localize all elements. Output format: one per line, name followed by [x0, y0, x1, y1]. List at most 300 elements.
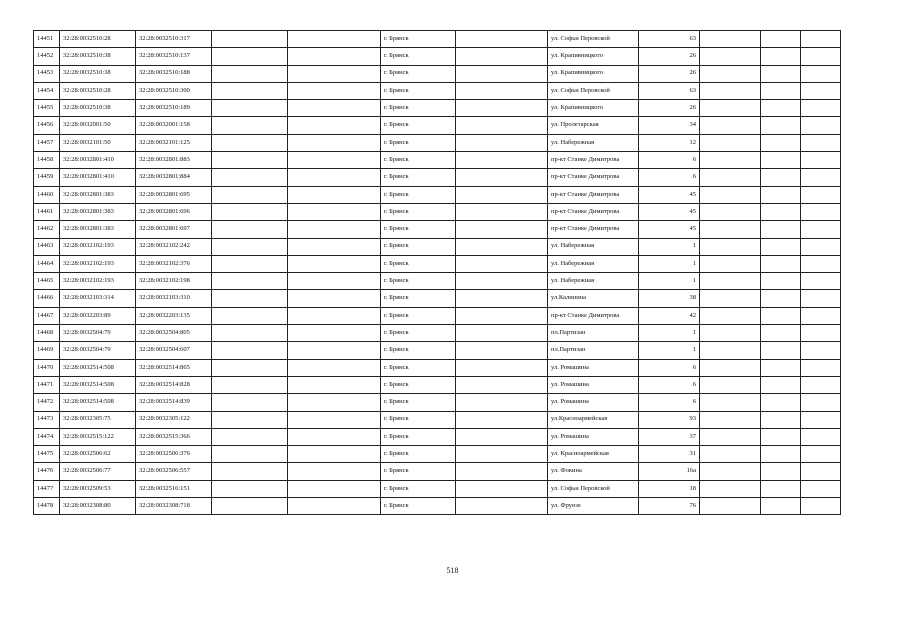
- blank-col-cell: [288, 255, 381, 272]
- street-cell: ул. Набережная: [548, 273, 639, 290]
- street-cell: пр-кт Станке Димитрова: [548, 186, 639, 203]
- blank-col-cell: [801, 307, 841, 324]
- object-number-cell: 32:28:0032801:883: [136, 152, 212, 169]
- blank-col-cell: [212, 376, 288, 393]
- row-number-cell: 14475: [34, 446, 60, 463]
- object-number-cell: 32:28:0032514:839: [136, 394, 212, 411]
- blank-col-cell: [700, 48, 761, 65]
- house-number-cell: 6: [639, 169, 700, 186]
- row-number-cell: 14472: [34, 394, 60, 411]
- blank-col-cell: [212, 290, 288, 307]
- house-number-cell: 26: [639, 65, 700, 82]
- row-number-cell: 14473: [34, 411, 60, 428]
- blank-col-cell: [212, 152, 288, 169]
- blank-col-cell: [801, 134, 841, 151]
- city-cell: г. Брянск: [381, 376, 456, 393]
- city-cell: г. Брянск: [381, 463, 456, 480]
- blank-col-cell: [456, 411, 548, 428]
- blank-col-cell: [761, 65, 801, 82]
- blank-col-cell: [212, 48, 288, 65]
- parcel-number-cell: 32:28:0032509:53: [60, 480, 136, 497]
- house-number-cell: 63: [639, 31, 700, 48]
- object-number-cell: 32:28:0032801:884: [136, 169, 212, 186]
- parcel-number-cell: 32:28:0032510:28: [60, 82, 136, 99]
- blank-col-cell: [288, 238, 381, 255]
- table-row: [34, 307, 841, 324]
- object-number-cell: 32:28:0032510:188: [136, 65, 212, 82]
- house-number-cell: 76: [639, 498, 700, 515]
- object-number-cell: 32:28:0032506:557: [136, 463, 212, 480]
- object-number-cell: 32:28:0032102:376: [136, 255, 212, 272]
- blank-col-cell: [288, 463, 381, 480]
- blank-col-cell: [700, 342, 761, 359]
- table-row: [34, 65, 841, 82]
- blank-col-cell: [456, 480, 548, 497]
- street-cell: пр-кт Станке Димитрова: [548, 152, 639, 169]
- object-number-cell: 32:28:0032515:366: [136, 428, 212, 445]
- blank-col-cell: [761, 221, 801, 238]
- blank-col-cell: [761, 100, 801, 117]
- table-row: [34, 290, 841, 307]
- city-cell: г. Брянск: [381, 480, 456, 497]
- city-cell: г. Брянск: [381, 48, 456, 65]
- house-number-cell: 26: [639, 48, 700, 65]
- blank-col-cell: [801, 446, 841, 463]
- blank-col-cell: [700, 203, 761, 220]
- object-number-cell: 32:28:0032801:697: [136, 221, 212, 238]
- street-cell: ул. Крапивницкого: [548, 48, 639, 65]
- blank-col-cell: [288, 376, 381, 393]
- blank-col-cell: [212, 325, 288, 342]
- row-number-cell: 14462: [34, 221, 60, 238]
- blank-col-cell: [288, 117, 381, 134]
- table-row: [34, 82, 841, 99]
- register-table: [33, 30, 841, 515]
- blank-col-cell: [700, 325, 761, 342]
- blank-col-cell: [212, 307, 288, 324]
- row-number-cell: 14478: [34, 498, 60, 515]
- row-number-cell: 14461: [34, 203, 60, 220]
- row-number-cell: 14464: [34, 255, 60, 272]
- blank-col-cell: [700, 82, 761, 99]
- city-cell: г. Брянск: [381, 290, 456, 307]
- object-number-cell: 32:28:0032103:310: [136, 290, 212, 307]
- parcel-number-cell: 32:28:0032101:50: [60, 134, 136, 151]
- table-row: [34, 273, 841, 290]
- blank-col-cell: [700, 428, 761, 445]
- house-number-cell: 18: [639, 480, 700, 497]
- blank-col-cell: [456, 446, 548, 463]
- blank-col-cell: [212, 203, 288, 220]
- city-cell: г. Брянск: [381, 446, 456, 463]
- city-cell: г. Брянск: [381, 342, 456, 359]
- parcel-number-cell: 32:28:0032510:38: [60, 65, 136, 82]
- row-number-cell: 14465: [34, 273, 60, 290]
- blank-col-cell: [761, 428, 801, 445]
- blank-col-cell: [212, 31, 288, 48]
- blank-col-cell: [761, 273, 801, 290]
- street-cell: ул. Софьи Перовской: [548, 480, 639, 497]
- object-number-cell: 32:28:0032308:718: [136, 498, 212, 515]
- blank-col-cell: [288, 342, 381, 359]
- blank-col-cell: [801, 255, 841, 272]
- blank-col-cell: [288, 65, 381, 82]
- blank-col-cell: [456, 359, 548, 376]
- street-cell: ул. Ромашина: [548, 359, 639, 376]
- row-number-cell: 14471: [34, 376, 60, 393]
- row-number-cell: 14470: [34, 359, 60, 376]
- blank-col-cell: [212, 480, 288, 497]
- table-row: [34, 100, 841, 117]
- city-cell: г. Брянск: [381, 325, 456, 342]
- blank-col-cell: [700, 446, 761, 463]
- house-number-cell: 1: [639, 255, 700, 272]
- table-row: [34, 238, 841, 255]
- blank-col-cell: [288, 325, 381, 342]
- blank-col-cell: [700, 498, 761, 515]
- table-row: [34, 325, 841, 342]
- blank-col-cell: [761, 480, 801, 497]
- blank-col-cell: [288, 428, 381, 445]
- blank-col-cell: [801, 325, 841, 342]
- blank-col-cell: [288, 134, 381, 151]
- parcel-number-cell: 32:28:0032506:62: [60, 446, 136, 463]
- city-cell: г. Брянск: [381, 498, 456, 515]
- blank-col-cell: [456, 273, 548, 290]
- row-number-cell: 14459: [34, 169, 60, 186]
- parcel-number-cell: 32:28:0032504:79: [60, 325, 136, 342]
- blank-col-cell: [288, 290, 381, 307]
- blank-col-cell: [288, 411, 381, 428]
- blank-col-cell: [801, 152, 841, 169]
- blank-col-cell: [288, 480, 381, 497]
- table-row: [34, 117, 841, 134]
- street-cell: ул. Крапивницкого: [548, 100, 639, 117]
- street-cell: пл.Партизан: [548, 325, 639, 342]
- house-number-cell: 26: [639, 100, 700, 117]
- parcel-number-cell: 32:28:0032203:89: [60, 307, 136, 324]
- row-number-cell: 14463: [34, 238, 60, 255]
- house-number-cell: 1: [639, 273, 700, 290]
- street-cell: ул. Фокина: [548, 463, 639, 480]
- street-cell: пл.Партизан: [548, 342, 639, 359]
- row-number-cell: 14451: [34, 31, 60, 48]
- house-number-cell: 34: [639, 117, 700, 134]
- table-row: [34, 31, 841, 48]
- blank-col-cell: [700, 238, 761, 255]
- blank-col-cell: [801, 290, 841, 307]
- blank-col-cell: [761, 117, 801, 134]
- row-number-cell: 14454: [34, 82, 60, 99]
- object-number-cell: 32:28:0032305:122: [136, 411, 212, 428]
- house-number-cell: 37: [639, 428, 700, 445]
- blank-col-cell: [700, 152, 761, 169]
- row-number-cell: 14468: [34, 325, 60, 342]
- blank-col-cell: [761, 152, 801, 169]
- object-number-cell: 32:28:0032102:242: [136, 238, 212, 255]
- street-cell: ул. Софьи Перовской: [548, 31, 639, 48]
- object-number-cell: 32:28:0032101:125: [136, 134, 212, 151]
- blank-col-cell: [456, 203, 548, 220]
- city-cell: г. Брянск: [381, 411, 456, 428]
- blank-col-cell: [212, 498, 288, 515]
- parcel-number-cell: 32:28:0032102:193: [60, 273, 136, 290]
- blank-col-cell: [288, 359, 381, 376]
- object-number-cell: 32:28:0032510:137: [136, 48, 212, 65]
- blank-col-cell: [456, 82, 548, 99]
- table-row: [34, 480, 841, 497]
- house-number-cell: 6: [639, 376, 700, 393]
- city-cell: г. Брянск: [381, 100, 456, 117]
- blank-col-cell: [761, 186, 801, 203]
- row-number-cell: 14466: [34, 290, 60, 307]
- object-number-cell: 32:28:0032506:376: [136, 446, 212, 463]
- page-number: 518: [446, 566, 459, 575]
- parcel-number-cell: 32:28:0032506:77: [60, 463, 136, 480]
- object-number-cell: 32:28:0032001:158: [136, 117, 212, 134]
- row-number-cell: 14477: [34, 480, 60, 497]
- blank-col-cell: [212, 255, 288, 272]
- street-cell: ул. Красноармейская: [548, 446, 639, 463]
- blank-col-cell: [456, 169, 548, 186]
- blank-col-cell: [801, 48, 841, 65]
- object-number-cell: 32:28:0032801:696: [136, 203, 212, 220]
- blank-col-cell: [761, 394, 801, 411]
- street-cell: ул. Ромашина: [548, 376, 639, 393]
- blank-col-cell: [456, 31, 548, 48]
- blank-col-cell: [212, 65, 288, 82]
- table-row: [34, 342, 841, 359]
- object-number-cell: 32:28:0032510:189: [136, 100, 212, 117]
- street-cell: пр-кт Станке Димитрова: [548, 221, 639, 238]
- blank-col-cell: [801, 82, 841, 99]
- row-number-cell: 14456: [34, 117, 60, 134]
- blank-col-cell: [761, 82, 801, 99]
- row-number-cell: 14469: [34, 342, 60, 359]
- parcel-number-cell: 32:28:0032510:28: [60, 31, 136, 48]
- blank-col-cell: [456, 307, 548, 324]
- parcel-number-cell: 32:28:0032514:508: [60, 394, 136, 411]
- street-cell: пр-кт Станке Димитрова: [548, 307, 639, 324]
- house-number-cell: 93: [639, 411, 700, 428]
- row-number-cell: 14474: [34, 428, 60, 445]
- blank-col-cell: [456, 463, 548, 480]
- city-cell: г. Брянск: [381, 238, 456, 255]
- blank-col-cell: [212, 82, 288, 99]
- blank-col-cell: [801, 376, 841, 393]
- city-cell: г. Брянск: [381, 203, 456, 220]
- blank-col-cell: [801, 65, 841, 82]
- blank-col-cell: [801, 411, 841, 428]
- street-cell: ул. Ромашина: [548, 428, 639, 445]
- object-number-cell: 32:28:0032102:198: [136, 273, 212, 290]
- row-number-cell: 14460: [34, 186, 60, 203]
- house-number-cell: 42: [639, 307, 700, 324]
- blank-col-cell: [801, 480, 841, 497]
- house-number-cell: 45: [639, 221, 700, 238]
- blank-col-cell: [700, 463, 761, 480]
- blank-col-cell: [456, 117, 548, 134]
- blank-col-cell: [288, 169, 381, 186]
- blank-col-cell: [761, 463, 801, 480]
- street-cell: ул. Пролетарская: [548, 117, 639, 134]
- table-row: [34, 48, 841, 65]
- object-number-cell: 32:28:0032801:695: [136, 186, 212, 203]
- object-number-cell: 32:28:0032516:151: [136, 480, 212, 497]
- blank-col-cell: [456, 238, 548, 255]
- blank-col-cell: [456, 290, 548, 307]
- city-cell: г. Брянск: [381, 117, 456, 134]
- blank-col-cell: [456, 65, 548, 82]
- blank-col-cell: [288, 186, 381, 203]
- blank-col-cell: [456, 134, 548, 151]
- blank-col-cell: [761, 498, 801, 515]
- parcel-number-cell: 32:28:0032102:193: [60, 238, 136, 255]
- table-row: [34, 394, 841, 411]
- blank-col-cell: [212, 446, 288, 463]
- blank-col-cell: [700, 31, 761, 48]
- blank-col-cell: [456, 325, 548, 342]
- object-number-cell: 32:28:0032514:865: [136, 359, 212, 376]
- table-row: [34, 134, 841, 151]
- blank-col-cell: [212, 273, 288, 290]
- blank-col-cell: [801, 498, 841, 515]
- blank-col-cell: [761, 376, 801, 393]
- blank-col-cell: [212, 463, 288, 480]
- blank-col-cell: [456, 221, 548, 238]
- parcel-number-cell: 32:28:0032102:193: [60, 255, 136, 272]
- blank-col-cell: [288, 48, 381, 65]
- blank-col-cell: [801, 273, 841, 290]
- blank-col-cell: [212, 394, 288, 411]
- blank-col-cell: [456, 48, 548, 65]
- object-number-cell: 32:28:0032514:828: [136, 376, 212, 393]
- table-row: [34, 428, 841, 445]
- blank-col-cell: [456, 342, 548, 359]
- blank-col-cell: [801, 463, 841, 480]
- blank-col-cell: [288, 307, 381, 324]
- street-cell: ул. Фрунзе: [548, 498, 639, 515]
- blank-col-cell: [456, 255, 548, 272]
- house-number-cell: 12: [639, 134, 700, 151]
- blank-col-cell: [700, 255, 761, 272]
- blank-col-cell: [456, 498, 548, 515]
- row-number-cell: 14458: [34, 152, 60, 169]
- blank-col-cell: [801, 359, 841, 376]
- blank-col-cell: [456, 152, 548, 169]
- blank-col-cell: [456, 428, 548, 445]
- blank-col-cell: [212, 411, 288, 428]
- street-cell: пр-кт Станке Димитрова: [548, 203, 639, 220]
- house-number-cell: 16а: [639, 463, 700, 480]
- table-row: [34, 169, 841, 186]
- blank-col-cell: [456, 186, 548, 203]
- parcel-number-cell: 32:28:0032515:122: [60, 428, 136, 445]
- blank-col-cell: [761, 411, 801, 428]
- parcel-number-cell: 32:28:0032801:383: [60, 186, 136, 203]
- city-cell: г. Брянск: [381, 134, 456, 151]
- table-row: [34, 498, 841, 515]
- blank-col-cell: [801, 186, 841, 203]
- parcel-number-cell: 32:28:0032514:508: [60, 376, 136, 393]
- table-row: [34, 463, 841, 480]
- blank-col-cell: [761, 446, 801, 463]
- house-number-cell: 45: [639, 186, 700, 203]
- blank-col-cell: [761, 359, 801, 376]
- parcel-number-cell: 32:28:0032801:410: [60, 152, 136, 169]
- city-cell: г. Брянск: [381, 255, 456, 272]
- parcel-number-cell: 32:28:0032504:79: [60, 342, 136, 359]
- blank-col-cell: [212, 359, 288, 376]
- blank-col-cell: [700, 394, 761, 411]
- city-cell: г. Брянск: [381, 221, 456, 238]
- table-row: [34, 152, 841, 169]
- blank-col-cell: [288, 273, 381, 290]
- object-number-cell: 32:28:0032504:805: [136, 325, 212, 342]
- blank-col-cell: [761, 342, 801, 359]
- parcel-number-cell: 32:28:0032308:80: [60, 498, 136, 515]
- table-row: [34, 376, 841, 393]
- street-cell: ул. Набережная: [548, 134, 639, 151]
- blank-col-cell: [212, 117, 288, 134]
- table-row: [34, 255, 841, 272]
- city-cell: г. Брянск: [381, 31, 456, 48]
- object-number-cell: 32:28:0032504:607: [136, 342, 212, 359]
- blank-col-cell: [761, 134, 801, 151]
- row-number-cell: 14452: [34, 48, 60, 65]
- blank-col-cell: [801, 31, 841, 48]
- table-row: [34, 203, 841, 220]
- blank-col-cell: [288, 152, 381, 169]
- blank-col-cell: [288, 498, 381, 515]
- blank-col-cell: [288, 100, 381, 117]
- row-number-cell: 14455: [34, 100, 60, 117]
- city-cell: г. Брянск: [381, 359, 456, 376]
- blank-col-cell: [801, 117, 841, 134]
- parcel-number-cell: 32:28:0032305:75: [60, 411, 136, 428]
- city-cell: г. Брянск: [381, 152, 456, 169]
- blank-col-cell: [801, 428, 841, 445]
- blank-col-cell: [700, 307, 761, 324]
- blank-col-cell: [761, 325, 801, 342]
- blank-col-cell: [761, 307, 801, 324]
- blank-col-cell: [212, 169, 288, 186]
- blank-col-cell: [212, 134, 288, 151]
- object-number-cell: 32:28:0032510:317: [136, 31, 212, 48]
- blank-col-cell: [700, 273, 761, 290]
- parcel-number-cell: 32:28:0032103:314: [60, 290, 136, 307]
- city-cell: г. Брянск: [381, 428, 456, 445]
- blank-col-cell: [700, 100, 761, 117]
- blank-col-cell: [761, 169, 801, 186]
- blank-col-cell: [212, 100, 288, 117]
- blank-col-cell: [761, 255, 801, 272]
- house-number-cell: 38: [639, 290, 700, 307]
- blank-col-cell: [801, 100, 841, 117]
- city-cell: г. Брянск: [381, 273, 456, 290]
- blank-col-cell: [212, 342, 288, 359]
- city-cell: г. Брянск: [381, 65, 456, 82]
- blank-col-cell: [212, 238, 288, 255]
- street-cell: ул.Калинина: [548, 290, 639, 307]
- blank-col-cell: [700, 221, 761, 238]
- blank-col-cell: [761, 31, 801, 48]
- blank-col-cell: [456, 100, 548, 117]
- blank-col-cell: [761, 48, 801, 65]
- parcel-number-cell: 32:28:0032801:410: [60, 169, 136, 186]
- street-cell: ул.Красноармейская: [548, 411, 639, 428]
- blank-col-cell: [700, 359, 761, 376]
